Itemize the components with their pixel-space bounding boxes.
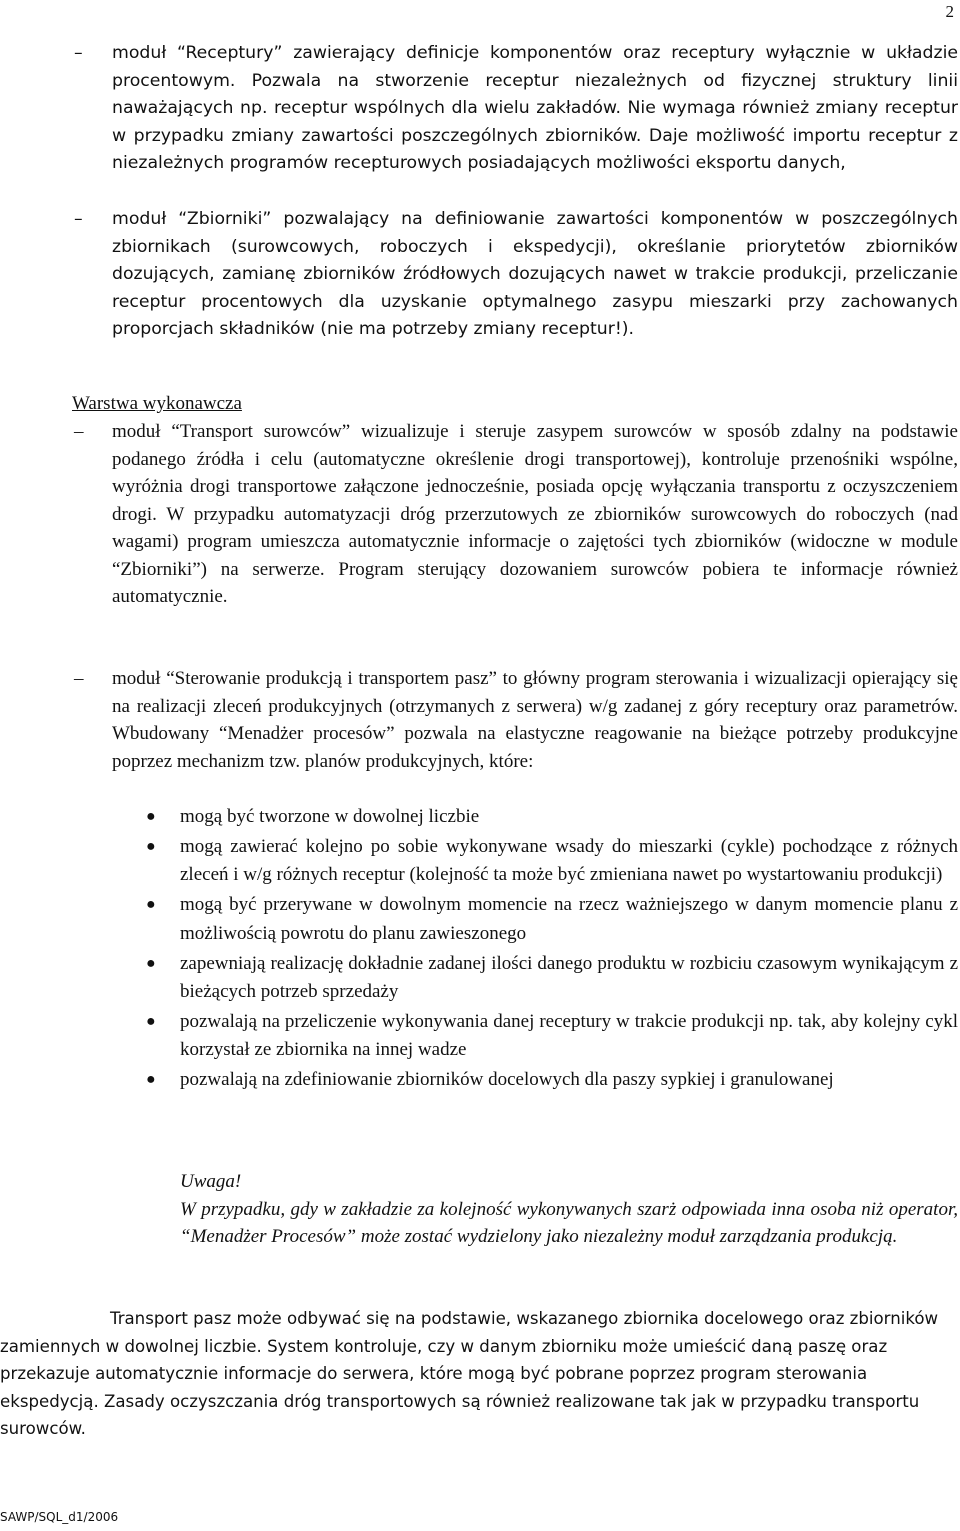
module-sterowanie-produkcja <box>74 665 958 775</box>
page-number: 2 <box>945 2 954 21</box>
module-transport-surowcow-text: moduł “Transport surowców” wizualizuje i steruje zasypem surowców w sposób zdalny na podstawie podanego źródła i celu (automatyczne określenie drogi transportowej), kontroluje przenośniki wspólne, wyróżnia drogi transportowe załączone jednocześnie, posiada opcję wyłączania transportu z oczyszczeniem drogi. W przypadku automatyzacji dróg przerzutowych ze zbiorników surowcowych do roboczych (nad wagami) program umieszcza automatycznie informacje o zajętości tych zbiorników (widoczne w module “Zbiorniki”) na serwerze. Program sterujący dozowaniem surowców pobiera te informacje również automatycznie. <box>112 421 958 607</box>
module-receptury-text: moduł “Receptury” zawierający definicje komponentów oraz receptury wyłącznie w układzie procentowym. Pozwala na stworzenie receptur niezależnych od fizycznej struktury linii naważających np. receptur wspólnych dla wielu zakładów. Nie wymaga również zmiany receptur w przypadku zmiany zawartości poszczególnych zbiorników. Daje możliwość importu receptur z niezależnych programów recepturowych posiadających możliwości eksportu danych, <box>112 43 958 173</box>
transport-paragraph <box>0 1305 958 1443</box>
list-item: ● mogą być przerywane w dowolnym momencie na rzecz ważniejszego w danym momencie planu z możliwością powrotu do planu zawieszonego <box>180 891 958 948</box>
section-heading: Warstwa wykonawcza <box>72 393 242 414</box>
list-item: ● mogą być tworzone w dowolnej liczbie <box>180 803 958 831</box>
module-sterowanie-produkcja-text: moduł “Sterowanie produkcją i transportem pasz” to główny program sterowania i wizualizacji opierający się na realizacji zleceń produkcyjnych (otrzymanych z serwera) w/g zadanej z góry receptury oraz parametrów. Wbudowany “Menadżer procesów” pozwala na elastyczne reagowanie na bieżące potrzeby produkcyjne poprzez mechanizm tzw. planów produkcyjnych, które: <box>112 668 958 772</box>
module-zbiorniki-text: moduł “Zbiorniki” pozwalający na definiowanie zawartości komponentów w poszczególnych zbiornikach (surowcowych, roboczych i ekspedycji), określanie priorytetów zbiorników dozujących, zamianę zbiorników źródłowych dozujących nawet w trakcie produkcji, przeliczanie receptur procentowych dla uzyskanie optymalnego zasypu mieszarki przy zachowanych proporcjach składników (nie ma potrzeby zmiany receptur!). <box>112 209 958 339</box>
plans-bullet-list <box>180 803 958 1096</box>
list-dash: – <box>74 43 83 63</box>
list-dash: – <box>74 421 84 442</box>
list-item: ● pozwalają na przeliczenie wykonywania danej receptury w trakcie produkcji np. tak, aby kolejny cykl korzystał ze zbiornika na innej wadze <box>180 1008 958 1065</box>
document-footer: SAWP/SQL_d1/2006 <box>0 1510 119 1524</box>
note-block <box>180 1168 958 1251</box>
list-item: ● mogą zawierać kolejno po sobie wykonywane wsady do mieszarki (cykle) pochodzące z różnych zleceń i w/g różnych receptur (kolejność ta może być zmieniana nawet po wystartowaniu produkcji) <box>180 833 958 890</box>
list-item: ● zapewniają realizację dokładnie zadanej ilości danego produktu w rozbiciu czasowym wynikającym z bieżących potrzeb sprzedaży <box>180 950 958 1007</box>
list-dash: – <box>74 668 84 689</box>
module-zbiorniki <box>74 206 958 344</box>
module-transport-surowcow <box>74 418 958 611</box>
note-title: Uwaga! <box>180 1171 242 1192</box>
module-receptury <box>74 40 958 178</box>
list-dash: – <box>74 209 83 229</box>
list-item: ● pozwalają na zdefiniowanie zbiorników docelowych dla paszy sypkiej i granulowanej <box>180 1066 958 1094</box>
note-text: W przypadku, gdy w zakładzie za kolejność wykonywanych szarż odpowiada inna osoba niż operator, “Menadżer Procesów” może zostać wydzielony jako niezależny moduł zarządzania produkcją. <box>180 1198 958 1247</box>
transport-paragraph-text: Transport pasz może odbywać się na podstawie, wskazanego zbiornika docelowego oraz zbiorników zamiennych w dowolnej liczbie. System kontroluje, czy w danym zbiorniku może umieścić daną paszę oraz przekazuje automatycznie informacje do serwera, które mogą być pobrane poprzez program sterowania ekspedycją. Zasady oczyszczania dróg transportowych są również realizowane tak jak w przypadku transportu surowców. <box>0 1309 939 1439</box>
